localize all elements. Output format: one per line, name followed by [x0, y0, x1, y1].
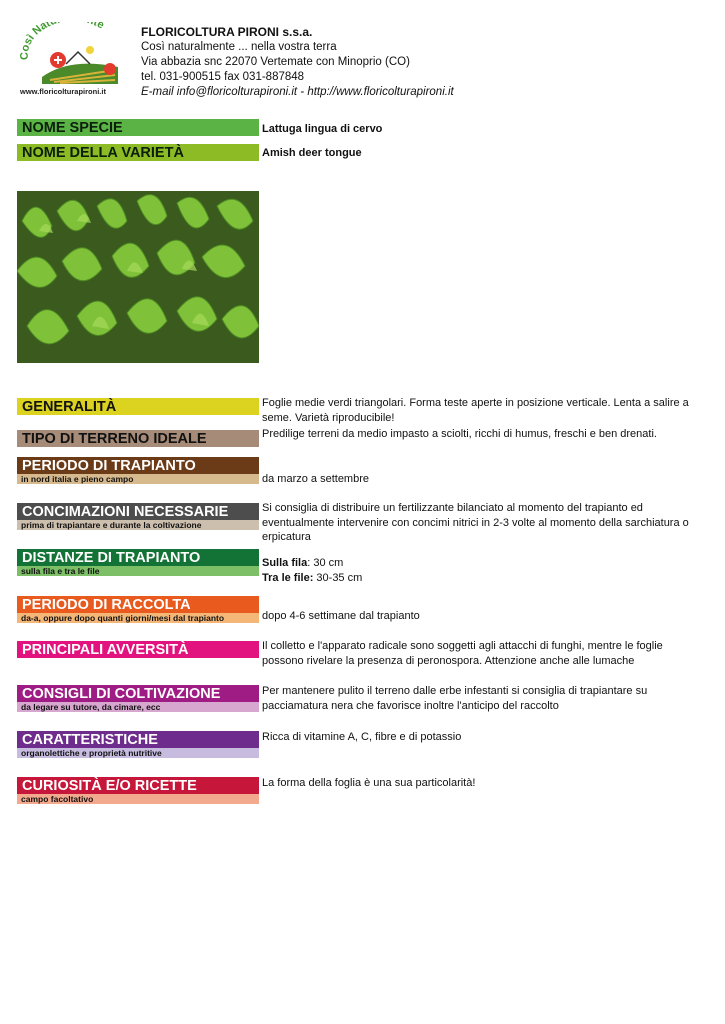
- section-trapianto-subtitle: in nord italia e pieno campo: [17, 474, 259, 484]
- distanze-fila-value: : 30 cm: [307, 557, 344, 569]
- section-trapianto-title: PERIODO DI TRAPIANTO: [17, 457, 259, 474]
- company-header: [141, 25, 454, 100]
- section-distanze-title: DISTANZE DI TRAPIANTO: [17, 549, 259, 566]
- distanze-file-value: 30-35 cm: [313, 571, 363, 584]
- species-label-bar: [17, 119, 259, 136]
- section-concimazioni-subtitle: prima di trapiantare e durante la coltivazione: [17, 520, 259, 530]
- lettuce-photo: [17, 191, 259, 363]
- variety-value: Amish deer tongue: [262, 147, 362, 159]
- section-consigli-bar: [17, 685, 259, 712]
- section-trapianto-bar: [17, 457, 259, 484]
- section-caratteristiche-bar: [17, 731, 259, 758]
- distanze-fila-label: Sulla fila: [262, 557, 308, 569]
- section-avversita-title: PRINCIPALI AVVERSITÀ: [17, 641, 259, 658]
- section-avversita-text: Il colletto e l'apparato radicale sono soggetti agli attacchi di funghi, mentre le foglie possono rivelare la presenza di peronospora. Attenzione anche alle lumache: [262, 640, 663, 667]
- variety-label: NOME DELLA VARIETÀ: [17, 144, 259, 161]
- section-trapianto-text: da marzo a settembre: [262, 473, 369, 485]
- section-generalita-title: GENERALITÀ: [17, 398, 259, 415]
- company-name: FLORICOLTURA PIRONI s.s.a.: [141, 25, 313, 39]
- section-curiosita-text: La forma della foglia è una sua particolarità!: [262, 777, 476, 789]
- section-caratteristiche-subtitle: organolettiche e proprietà nutritive: [17, 748, 259, 758]
- company-tagline: Così naturalmente ... nella vostra terra: [141, 41, 337, 53]
- distanze-fila-row: [262, 556, 702, 571]
- variety-label-bar: [17, 144, 259, 161]
- section-distanze-bar: [17, 549, 259, 576]
- section-distanze-subtitle: sulla fila e tra le file: [17, 566, 259, 576]
- section-generalita-text: Foglie medie verdi triangolari. Forma teste aperte in posizione verticale. Lenta a salire a seme. Varietà riproducibile!: [262, 397, 689, 424]
- company-address: Via abbazia snc 22070 Vertemate con Minoprio (CO): [141, 56, 410, 68]
- section-caratteristiche-text: Ricca di vitamine A, C, fibre e di potassio: [262, 731, 462, 743]
- section-terreno-title: TIPO DI TERRENO IDEALE: [17, 430, 259, 447]
- section-generalita-bar: [17, 398, 259, 415]
- logo-arc-text: osì Nat te: [20, 22, 107, 53]
- section-concimazioni-bar: [17, 503, 259, 530]
- section-consigli-text: Per mantenere pulito il terreno dalle erbe infestanti si consiglia di trapiantare su pacciamatura nera che favorisce inoltre l'anticipo del raccolto: [262, 685, 648, 712]
- section-concimazioni-title: CONCIMAZIONI NECESSARIE: [17, 503, 259, 520]
- section-concimazioni-text: Si consiglia di distribuire un fertilizzante bilanciato al momento del trapianto ed eventualmente intervenire con concimi nitrici in 2-3 volte al momento della sarchiatura o erpicatura: [262, 502, 689, 543]
- distanze-file-label: Tra le file:: [262, 571, 314, 584]
- section-raccolta-bar: [17, 596, 259, 623]
- section-terreno-text: Predilige terreni da medio impasto a sciolti, ricchi di humus, freschi e ben drenati.: [262, 428, 657, 440]
- section-consigli-subtitle: da legare su tutore, da cimare, ecc: [17, 702, 259, 712]
- section-consigli-title: CONSIGLI DI COLTIVAZIONE: [17, 685, 259, 702]
- section-raccolta-title: PERIODO DI RACCOLTA: [17, 596, 259, 613]
- distanze-file-row: [262, 571, 702, 586]
- species-value: Lattuga lingua di cervo: [262, 123, 383, 135]
- section-avversita-bar: [17, 641, 259, 658]
- company-phone: tel. 031-900515 fax 031-887848: [141, 71, 305, 83]
- logo-web-text: www.floricolturapironi.it: [20, 87, 106, 96]
- section-caratteristiche-title: CARATTERISTICHE: [17, 731, 259, 748]
- section-curiosita-subtitle: campo facoltativo: [17, 794, 259, 804]
- species-label: NOME SPECIE: [17, 119, 259, 136]
- section-terreno-bar: [17, 430, 259, 447]
- section-raccolta-text: dopo 4-6 settimane dal trapianto: [262, 610, 420, 622]
- company-logo: [20, 22, 125, 97]
- company-email: E-mail info@floricolturapironi.it - http://www.floricolturapironi.it: [141, 86, 454, 98]
- section-raccolta-subtitle: da-a, oppure dopo quanti giorni/mesi dal trapianto: [17, 613, 259, 623]
- section-curiosita-title: CURIOSITÀ E/O RICETTE: [17, 777, 259, 794]
- section-curiosita-bar: [17, 777, 259, 804]
- section-distanze-values: [262, 556, 702, 585]
